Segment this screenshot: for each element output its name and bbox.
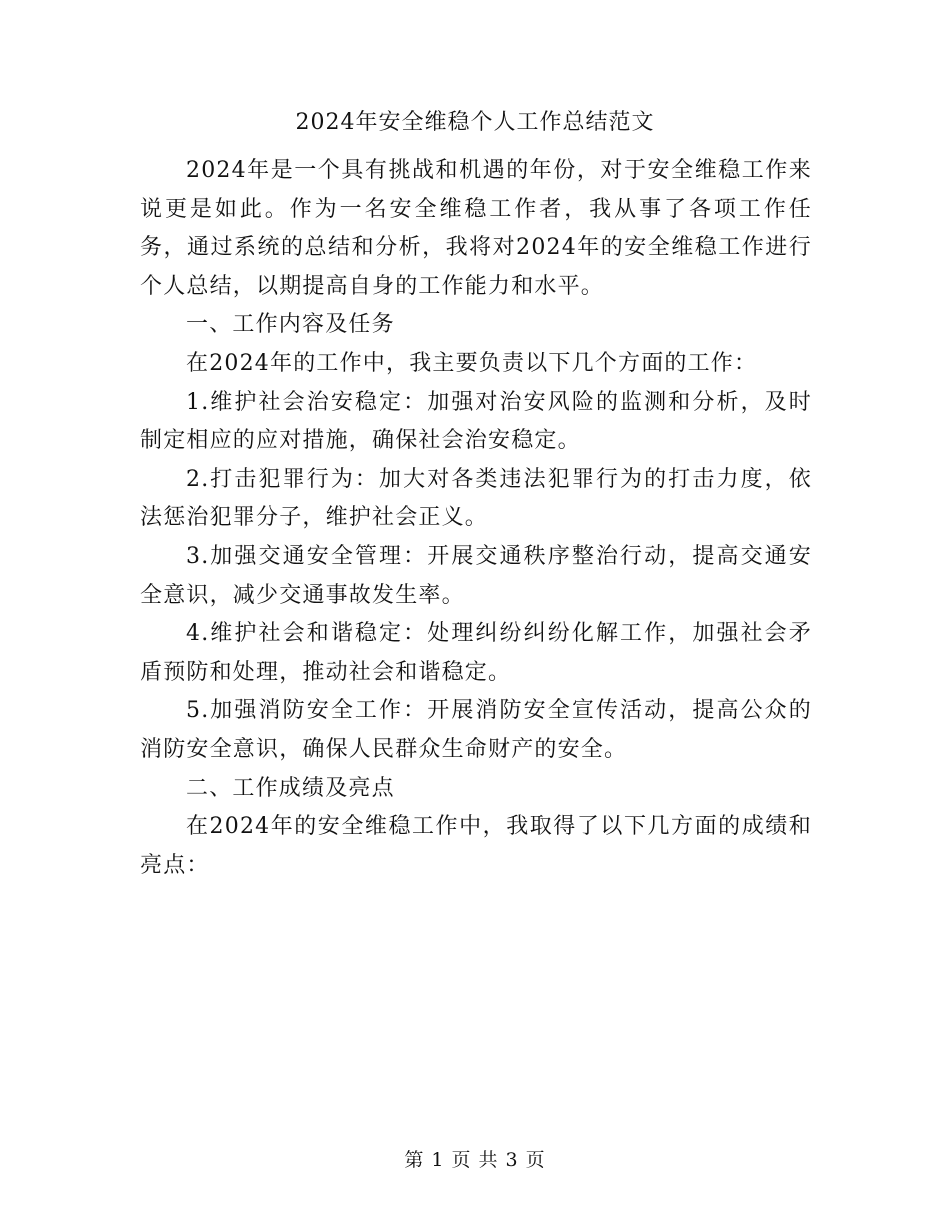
- section-heading-work-content: 一、工作内容及任务: [186, 312, 395, 338]
- page-number-footer: 第 1 页 共 3 页: [404, 1149, 546, 1171]
- work-item-2: 2.打击犯罪行为：加大对各类违法犯罪行为的打击力度，依法惩治犯罪分子，维护社会正义。: [140, 466, 812, 531]
- work-item-1: 1.维护社会治安稳定：加强对治安风险的监测和分析，及时制定相应的应对措施，确保社会治安稳定。: [140, 389, 812, 454]
- work-item-5: 5.加强消防安全工作：开展消防安全宣传活动，提高公众的消防安全意识，确保人民群众生命财产的安全。: [140, 698, 812, 762]
- work-item-4: 4.维护社会和谐稳定：处理纠纷纠纷化解工作，加强社会矛盾预防和处理，推动社会和谐稳定。: [140, 621, 812, 685]
- intro-paragraph: 2024年是一个具有挑战和机遇的年份，对于安全维稳工作来说更是如此。作为一名安全维稳工作者，我从事了各项工作任务，通过系统的总结和分析，我将对2024年的安全维稳工作进行个人总结，以期提高自身的工作能力和水平。: [140, 158, 812, 299]
- section-heading-achievements: 二、工作成绩及亮点: [186, 775, 395, 801]
- document-body: [140, 152, 812, 885]
- section2-lead-paragraph: 在2024年的安全维稳工作中，我取得了以下几方面的成绩和亮点：: [140, 814, 812, 878]
- work-item-3: 3.加强交通安全管理：开展交通秩序整治行动，提高交通安全意识，减少交通事故发生率。: [140, 543, 812, 608]
- document-title: 2024年安全维稳个人工作总结范文: [295, 110, 655, 135]
- section1-lead-paragraph: 在2024年的工作中，我主要负责以下几个方面的工作：: [186, 350, 758, 376]
